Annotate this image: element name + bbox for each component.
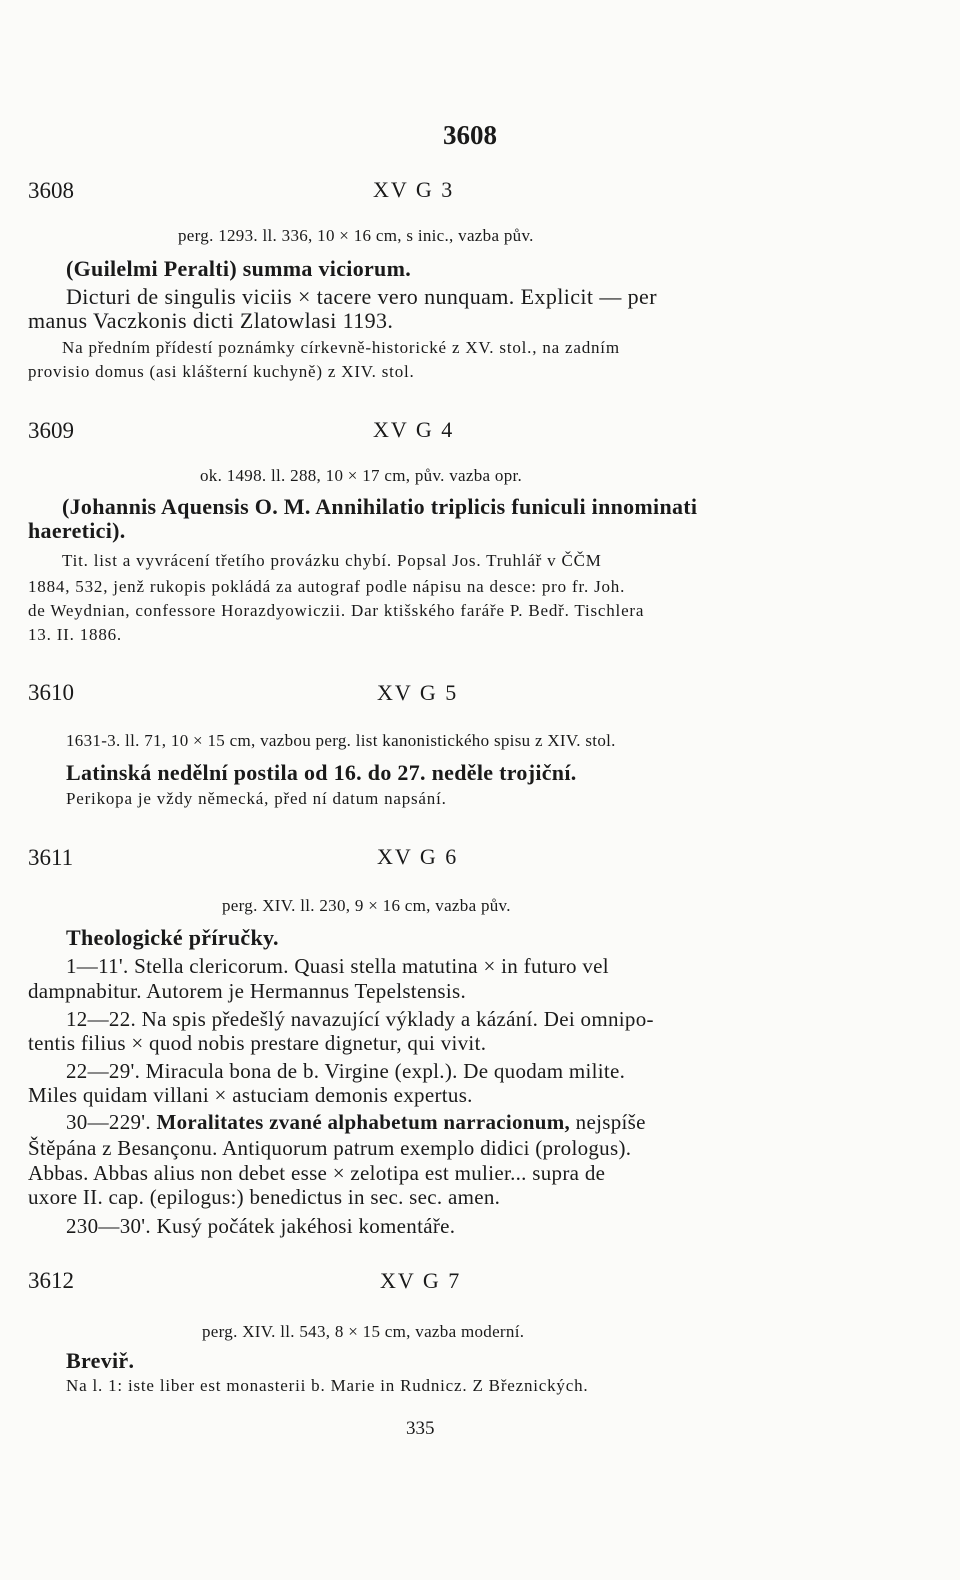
shelf-signature: XV G 5 xyxy=(377,680,459,705)
text-line: Na předním přídestí poznámky církevně-historické z XV. stol., na zadním xyxy=(62,338,620,357)
text-line: 22—29'. Miracula bona de b. Virgine (expl.). De quodam milite. xyxy=(66,1059,626,1083)
text-line: uxore II. cap. (epilogus:) benedictus in sec. sec. amen. xyxy=(28,1185,501,1209)
shelf-signature: XV G 7 xyxy=(380,1268,462,1293)
physical-description: 1631-3. ll. 71, 10 × 15 cm, vazbou perg. list kanonistického spisu z XIV. stol. xyxy=(66,731,616,750)
entry-number: 3612 xyxy=(28,1268,74,1293)
text-line: Štěpána z Besançonu. Antiquorum patrum exemplo didici (prologus). xyxy=(28,1136,632,1160)
text-line: 12—22. Na spis předešlý navazující výklady a kázání. Dei omnipo- xyxy=(66,1007,654,1031)
text-line: tentis filius × quod nobis prestare dignetur, qui vivit. xyxy=(28,1031,487,1055)
text-line: 1884, 532, jenž rukopis pokládá za autograf podle nápisu na desce: pro fr. Joh. xyxy=(28,577,626,596)
shelf-signature: XV G 3 xyxy=(373,177,455,202)
folio-range: 30—229'. xyxy=(66,1110,151,1134)
physical-description: ok. 1498. ll. 288, 10 × 17 cm, pův. vazba opr. xyxy=(200,466,523,485)
text-line: Miles quidam villani × astuciam demonis expertus. xyxy=(28,1083,473,1107)
entry-title-continued: haeretici). xyxy=(28,518,126,543)
text-line: manus Vaczkonis dicti Zlatowlasi 1193. xyxy=(28,308,394,333)
text-line: dampnabitur. Autorem je Hermannus Tepelstensis. xyxy=(28,979,466,1003)
text-line: 1—11'. Stella clericorum. Quasi stella matutina × in futuro vel xyxy=(66,954,609,978)
shelf-signature: XV G 6 xyxy=(377,844,459,869)
physical-description: perg. XIV. ll. 543, 8 × 15 cm, vazba moderní. xyxy=(202,1322,525,1341)
text-line: Dicturi de singulis viciis × tacere vero nunquam. Explicit — per xyxy=(66,284,657,309)
entry-number: 3608 xyxy=(28,178,74,203)
text-line: Na l. 1: iste liber est monasterii b. Marie in Rudnicz. Z Březnických. xyxy=(66,1376,589,1395)
physical-description: perg. XIV. ll. 230, 9 × 16 cm, vazba pův. xyxy=(222,896,511,915)
text-line xyxy=(66,1110,646,1135)
text-line: Abbas. Abbas alius non debet esse × zelotipa est mulier... supra de xyxy=(28,1161,606,1185)
entry-number: 3610 xyxy=(28,680,74,705)
entry-title: (Johannis Aquensis O. M. Annihilatio triplicis funiculi innominati xyxy=(62,494,698,519)
running-header: 3608 xyxy=(443,120,497,150)
page-number: 335 xyxy=(406,1418,435,1439)
shelf-signature: XV G 4 xyxy=(373,417,455,442)
text-fragment: nejspíše xyxy=(575,1110,646,1134)
text-line: de Weydnian, confessore Horazdyowiczii. Dar ktišského faráře P. Bedř. Tischlera xyxy=(28,601,645,620)
work-title-bold: Moralitates zvané alphabetum narracionum, xyxy=(156,1110,571,1134)
text-line: provisio domus (asi klášterní kuchyně) z XIV. stol. xyxy=(28,362,415,381)
physical-description: perg. 1293. ll. 336, 10 × 16 cm, s inic., vazba pův. xyxy=(178,226,534,245)
entry-number: 3611 xyxy=(28,845,74,870)
text-line: 230—30'. Kusý počátek jakéhosi komentáře. xyxy=(66,1214,456,1238)
entry-title: Theologické příručky. xyxy=(66,925,279,950)
entry-number: 3609 xyxy=(28,418,74,443)
text-line: Tit. list a vyvrácení třetího provázku chybí. Popsal Jos. Truhlář v ČČM xyxy=(62,551,602,570)
entry-title: Breviř. xyxy=(66,1348,135,1373)
text-line: 13. II. 1886. xyxy=(28,625,122,644)
entry-title: Latinská nedělní postila od 16. do 27. neděle trojiční. xyxy=(66,760,577,785)
entry-title: (Guilelmi Peralti) summa viciorum. xyxy=(66,256,412,281)
text-line: Perikopa je vždy německá, před ní datum napsání. xyxy=(66,789,447,808)
